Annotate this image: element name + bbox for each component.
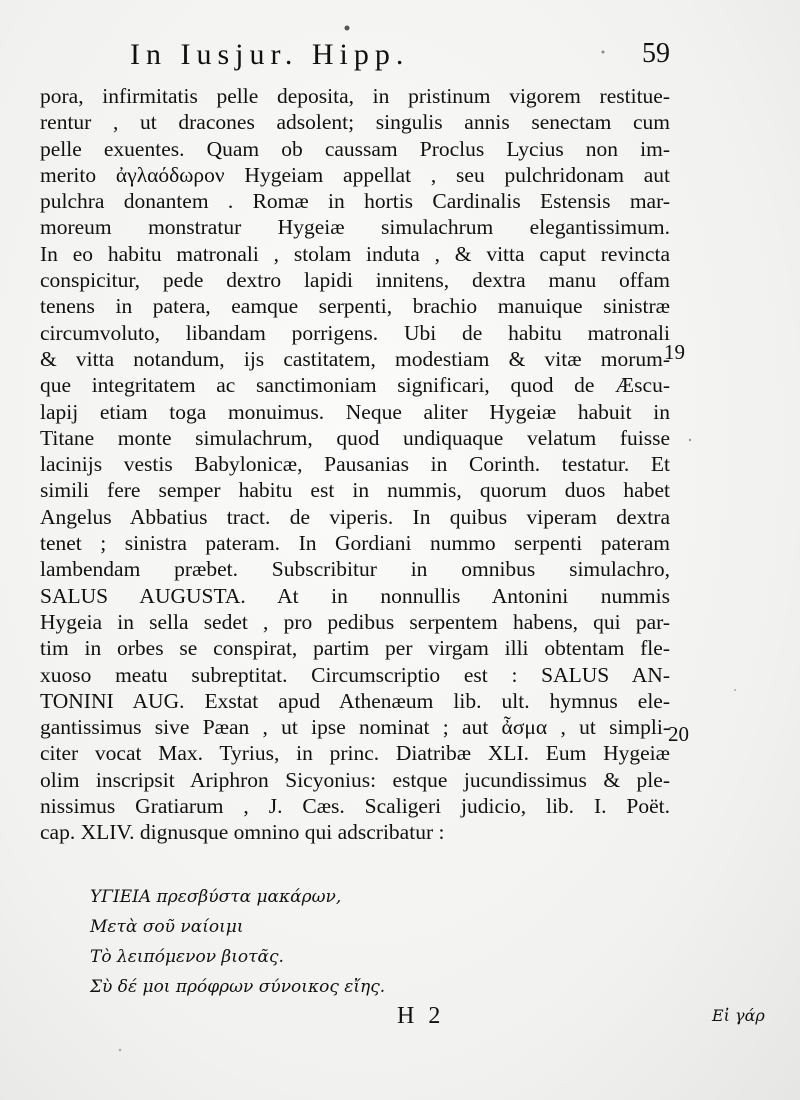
text-line: xuoso meatu subreptitat. Circumscriptio est : SALUS AN-: [40, 662, 670, 687]
text-line: rentur , ut dracones adsolent; singulis annis senectam cum: [40, 110, 670, 135]
text-line: SALUS AUGUSTA. At in nonnullis Antonini nummis: [40, 583, 670, 608]
text-line: Titane monte simulachrum, quod undiquaque velatum fuisse: [40, 425, 670, 450]
text-line: lapij etiam toga monuimus. Neque aliter Hygeiæ habuit in: [40, 399, 670, 424]
text-line: nissimus Gratiarum , J. Cæs. Scaligeri judicio, lib. I. Poët.: [40, 794, 670, 819]
text-line: circumvoluto, libandam porrigens. Ubi de habitu matronali: [40, 320, 670, 345]
text-line: olim inscripsit Ariphron Sicyonius: estque jucundissimus & ple-: [40, 767, 670, 792]
page-number: 59: [642, 38, 670, 69]
verse-line: ΥΓΙΕΙΑ πρεσβύστα μακάρων,: [90, 887, 342, 907]
catchword: Εἰ γάρ: [712, 1006, 765, 1025]
text-line: In eo habitu matronali , stolam induta , & vitta caput revincta: [40, 241, 670, 266]
text-line: conspicitur, pede dextro lapidi innitens, dextra manu offam: [40, 268, 670, 293]
text-line: tim in orbes se conspirat, partim per virgam illi obtentam fle-: [40, 636, 670, 661]
text-line: moreum monstratur Hygeiæ simulachrum elegantissimum.: [40, 215, 670, 240]
verse-line: Μετὰ σοῦ ναίοιμι: [90, 917, 244, 937]
margin-note-20: 20: [668, 722, 689, 746]
signature-mark: H 2: [397, 1003, 445, 1029]
text-line: pulchra donantem . Romæ in hortis Cardinalis Estensis mar-: [40, 189, 670, 214]
text-line: lambendam præbet. Subscribitur in omnibus simulachro,: [40, 557, 670, 582]
text-line: merito ἀγλαόδωρον Hygeiam appellat , seu pulchridonam aut: [40, 162, 670, 187]
greek-verse: [90, 882, 590, 1002]
text-line: Angelus Abbatius tract. de viperis. In quibus viperam dextra: [40, 504, 670, 529]
text-line: TONINI AUG. Exstat apud Athenæum lib. ult. hymnus ele-: [40, 688, 670, 713]
verse-line: Σὺ δέ μοι πρόφρων σύνοικος εἴης.: [90, 977, 386, 997]
text-line: lacinijs vestis Babylonicæ, Pausanias in Corinth. testatur. Et: [40, 452, 670, 477]
text-line: cap. XLIV. dignusque omnino qui adscribatur :: [40, 820, 445, 845]
margin-note-19: 19: [664, 340, 685, 364]
text-line: citer vocat Max. Tyrius, in princ. Diatribæ XLI. Eum Hygeiæ: [40, 741, 670, 766]
text-line: que integritatem ac sanctimoniam significari, quod de Æscu-: [40, 373, 670, 398]
running-title: In Iusjur. Hipp.: [130, 38, 410, 71]
text-line: Hygeia in sella sedet , pro pedibus serpentem habens, qui par-: [40, 609, 670, 634]
body-text: [40, 83, 670, 846]
verse-line: Τὸ λειπόμενον βιοτᾶς.: [90, 947, 284, 967]
text-line: pelle exuentes. Quam ob caussam Proclus Lycius non im-: [40, 136, 670, 161]
text-line: tenens in patera, eamque serpenti, brachio manuique sinistræ: [40, 294, 670, 319]
text-line: simili fere semper habitu est in nummis, quorum duos habet: [40, 478, 670, 503]
page-header: [130, 38, 670, 82]
text-line: & vitta notandum, ijs castitatem, modestiam & vitæ morum-: [40, 346, 670, 371]
text-line: pora, infirmitatis pelle deposita, in pristinum vigorem restitue-: [40, 84, 670, 108]
text-line: tenet ; sinistra pateram. In Gordiani nummo serpenti pateram: [40, 531, 670, 556]
text-line: gantissimus sive Pæan , ut ipse nominat ; aut ἆσμα , ut simpli-: [40, 715, 670, 740]
